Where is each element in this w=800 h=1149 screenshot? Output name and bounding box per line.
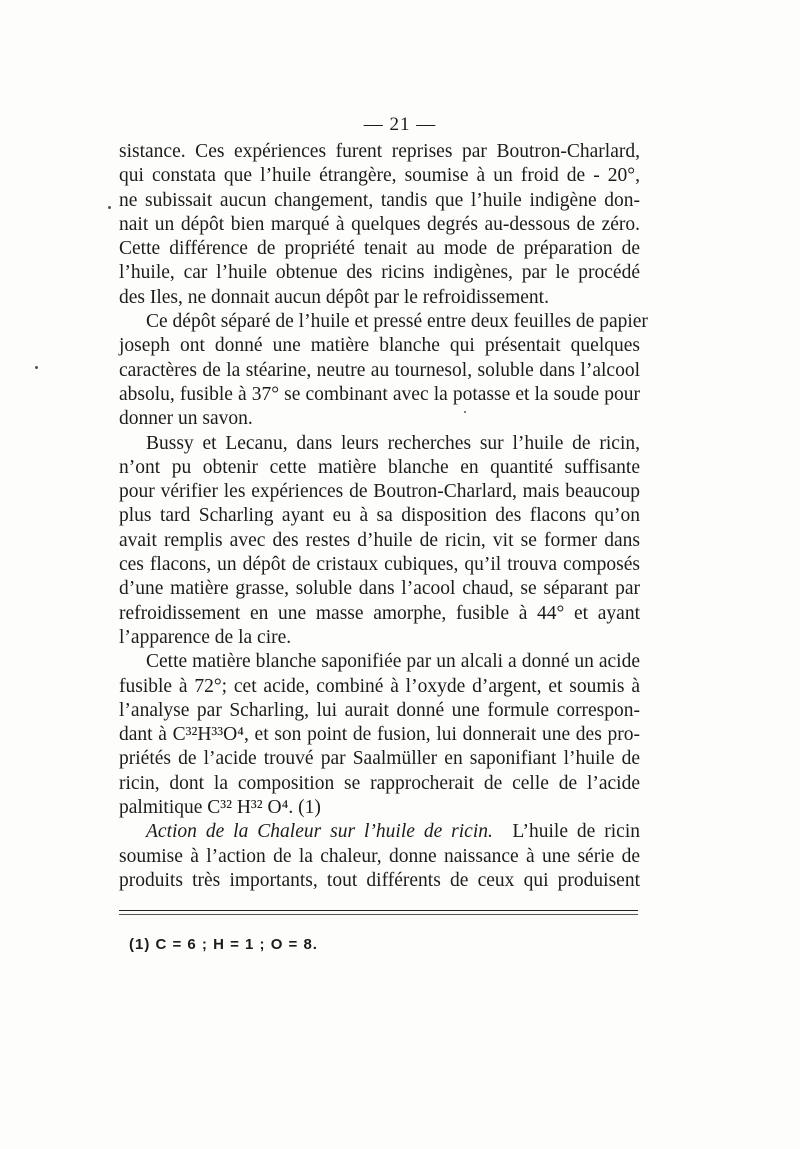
text-line: n’ont pu obtenir cette matière blanche en quantité suffisante (119, 456, 640, 478)
paper-speck (108, 206, 111, 209)
text-line: refroidissement en une masse amorphe, fusible à 44° et ayant (119, 602, 640, 624)
text-line: Ce dépôt séparé de l’huile et pressé entre deux feuilles de papier (146, 311, 648, 333)
body-text (119, 140, 648, 893)
text-line: l’analyse par Scharling, lui aurait donné une formule correspon- (119, 699, 640, 721)
text-line: pour vérifier les expériences de Boutron-Charlard, mais beaucoup (119, 481, 640, 503)
text-line: Bussy et Lecanu, dans leurs recherches sur l’huile de ricin, (146, 432, 640, 454)
text-line: l’huile, car l’huile obtenue des ricins indigènes, par le procédé (119, 262, 640, 284)
text-line: soumise à l’action de la chaleur, donne naissance à une série de (119, 845, 640, 867)
text-line: ne subissait aucun changement, tandis que l’huile indigène don- (119, 189, 640, 211)
text-line: donner un savon. (119, 408, 253, 430)
paper-speck (35, 366, 38, 369)
text-line: joseph ont donné une matière blanche qui présentait quelques (119, 335, 640, 357)
text-line: fusible à 72°; cet acide, combiné à l’oxyde d’argent, et soumis à (119, 675, 640, 697)
text-line: des Iles, ne donnait aucun dépôt par le refroidissement. (119, 286, 549, 308)
text-line: priétés de l’acide trouvé par Saalmüller en saponifiant l’huile de (119, 748, 640, 770)
text-line: nait un dépôt bien marqué à quelques degrés au-dessous de zéro. (119, 213, 640, 235)
text-line: Cette matière blanche saponifiée par un alcali a donné un acide (146, 651, 640, 673)
footnote: (1) C = 6 ; H = 1 ; O = 8. (129, 936, 318, 953)
text-line: l’apparence de la cire. (119, 626, 292, 648)
text-line: produits très importants, tout différents de ceux qui produisent (119, 869, 640, 891)
footnote-rule-secondary (119, 914, 638, 915)
text-line: caractères de la stéarine, neutre au tournesol, soluble dans l’alcool (119, 359, 640, 381)
footnote-rule (119, 910, 638, 911)
text-line: ricin, dont la composition se rapprocherait de celle de l’acide (119, 772, 640, 794)
text-line: Cette différence de propriété tenait au mode de préparation de (119, 238, 640, 260)
text-line: palmitique C³² H³² O⁴. (1) (119, 797, 321, 819)
section-heading-line (119, 820, 640, 844)
section-first-line-text: L’huile de ricin (512, 821, 640, 843)
text-line: ces flacons, un dépôt de cristaux cubiques, qu’il trouva composés (119, 554, 640, 576)
section-heading: Action de la Chaleur sur l’huile de ricin. (146, 821, 493, 843)
text-line: qui constata que l’huile étrangère, soumise à un froid de - 20°, (119, 165, 640, 187)
text-line: dant à C³²H³³O⁴, et son point de fusion, lui donnerait une des pro- (119, 724, 640, 746)
text-line: plus tard Scharling ayant eu à sa disposition des flacons qu’on (119, 505, 640, 527)
text-line: absolu, fusible à 37° se combinant avec la potasse et la soude pour (119, 383, 640, 405)
paper-speck (464, 411, 466, 413)
text-line: d’une matière grasse, soluble dans l’acool chaud, se séparant par (119, 578, 640, 600)
page-number: — 21 — (363, 114, 437, 135)
text-line: sistance. Ces expériences furent reprises par Boutron-Charlard, (119, 141, 640, 162)
text-line: avait remplis avec des restes d’huile de ricin, vit se former dans (119, 529, 640, 551)
